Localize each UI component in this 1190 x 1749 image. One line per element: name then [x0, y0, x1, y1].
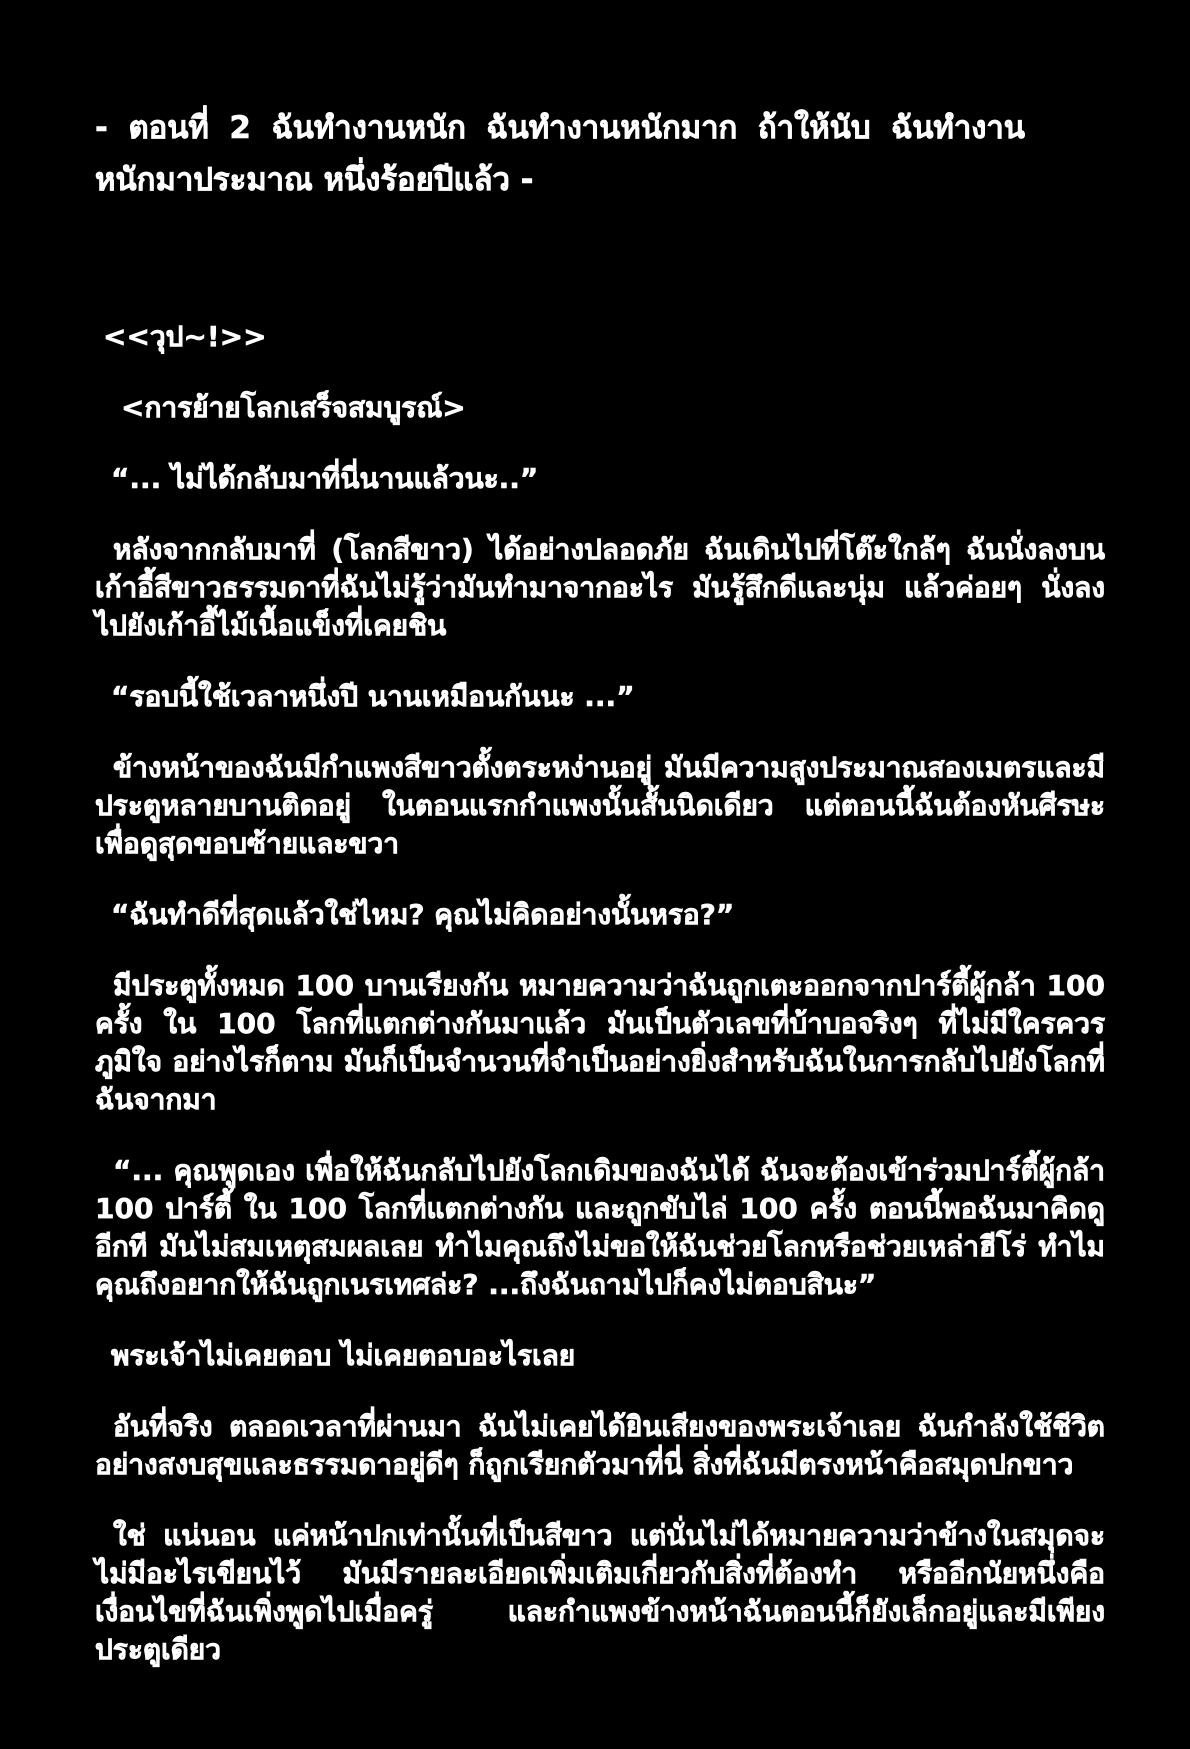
sound-effect-line: <<วุป~!>>	[103, 320, 267, 353]
chapter-header: - ตอนที่ 2 ฉันทำงานหนัก ฉันทำงานหนักมาก ถ้าให้นับ ฉันทำงานหนักมาประมาณ หนึ่งร้อยปีแล้ว -	[95, 110, 1025, 198]
dialogue-paragraph: “... คุณพูดเอง เพื่อให้ฉันกลับไปยังโลกเดิมของฉันได้ ฉันจะต้องเข้าร่วมปาร์ตี้ผู้กล้า 100 ปาร์ตี้ ใน 100 โลกที่แตกต่างกัน และถูกขับไล่ 100 ครั้ง ตอนนี้พอฉันมาคิดดูอีกที มันไม่สมเหตุสมผลเลย ทำไมคุณถึงไม่ขอให้ฉันช่วยโลกหรือช่วยเหล่าฮีโร่ ทำไมคุณถึงอยากให้ฉันถูกเนรเทศล่ะ? ...ถึงฉันถามไปก็คงไม่ตอบสินะ”	[95, 1154, 1105, 1301]
narration-paragraph: ใช่ แน่นอน แค่หน้าปกเท่านั้นที่เป็นสีขาว แต่นั่นไม่ได้หมายความว่าข้างในสมุดจะไม่มีอะไรเขียนไว้ มันมีรายละเอียดเพิ่มเติมเกี่ยวกับสิ่งที่ต้องทำ หรืออีกนัยหนึ่งคือเงื่อนไขที่ฉันเพิ่งพูดไปเมื่อครู่ และกำแพงข้างหน้าฉันตอนนี้ก็ยังเล็กอยู่และมีเพียงประตูเดียว	[95, 1519, 1105, 1666]
dialogue-line: “... ไม่ได้กลับมาที่นี่นานแล้วนะ..”	[111, 462, 539, 495]
narration-paragraph: มีประตูทั้งหมด 100 บานเรียงกัน หมายความว่าฉันถูกเตะออกจากปาร์ตี้ผู้กล้า 100 ครั้ง ใน 100 โลกที่แตกต่างกันมาแล้ว มันเป็นตัวเลขที่บ้าบอจริงๆ ที่ไม่มีใครควรภูมิใจ อย่างไรก็ตาม มันก็เป็นจำนวนที่จำเป็นอย่างยิ่งสำหรับฉันในการกลับไปยังโลกที่ฉันจากมา	[95, 969, 1105, 1116]
narration-paragraph: อันที่จริง ตลอดเวลาที่ผ่านมา ฉันไม่เคยได้ยินเสียงของพระเจ้าเลย ฉันกำลังใช้ชีวิตอย่างสงบสุขและธรรมดาอยู่ดีๆ ก็ถูกเรียกตัวมาที่นี่ สิ่งที่ฉันมีตรงหน้าคือสมุดปกขาว	[95, 1410, 1105, 1481]
dialogue-line: “รอบนี้ใช้เวลาหนึ่งปี นานเหมือนกันนะ ...”	[111, 680, 635, 713]
narration-paragraph: หลังจากกลับมาที่ (โลกสีขาว) ได้อย่างปลอดภัย ฉันเดินไปที่โต๊ะใกล้ๆ ฉันนั่งลงบนเก้าอี้สีขาวธรรมดาที่ฉันไม่รู้ว่ามันทำมาจากอะไร มันรู้สึกดีและนุ่ม แล้วค่อยๆ นั่งลงไปยังเก้าอี้ไม้เนื้อแข็งที่เคยชิน	[95, 533, 1105, 642]
narration-paragraph: ข้างหน้าของฉันมีกำแพงสีขาวตั้งตระหง่านอยู่ มันมีความสูงประมาณสองเมตรและมีประตูหลายบานติดอยู่ ในตอนแรกกำแพงนั้นสั้นนิดเดียว แต่ตอนนี้ฉันต้องหันศีรษะเพื่อดูสุดขอบซ้ายและขวา	[95, 751, 1105, 860]
narration-line: พระเจ้าไม่เคยตอบ ไม่เคยตอบอะไรเลย	[111, 1339, 576, 1372]
system-message-line: <การย้ายโลกเสร็จสมบูรณ์>	[121, 391, 466, 424]
dialogue-line: “ฉันทำดีที่สุดแล้วใช่ไหม? คุณไม่คิดอย่างนั้นหรอ?”	[111, 898, 735, 931]
